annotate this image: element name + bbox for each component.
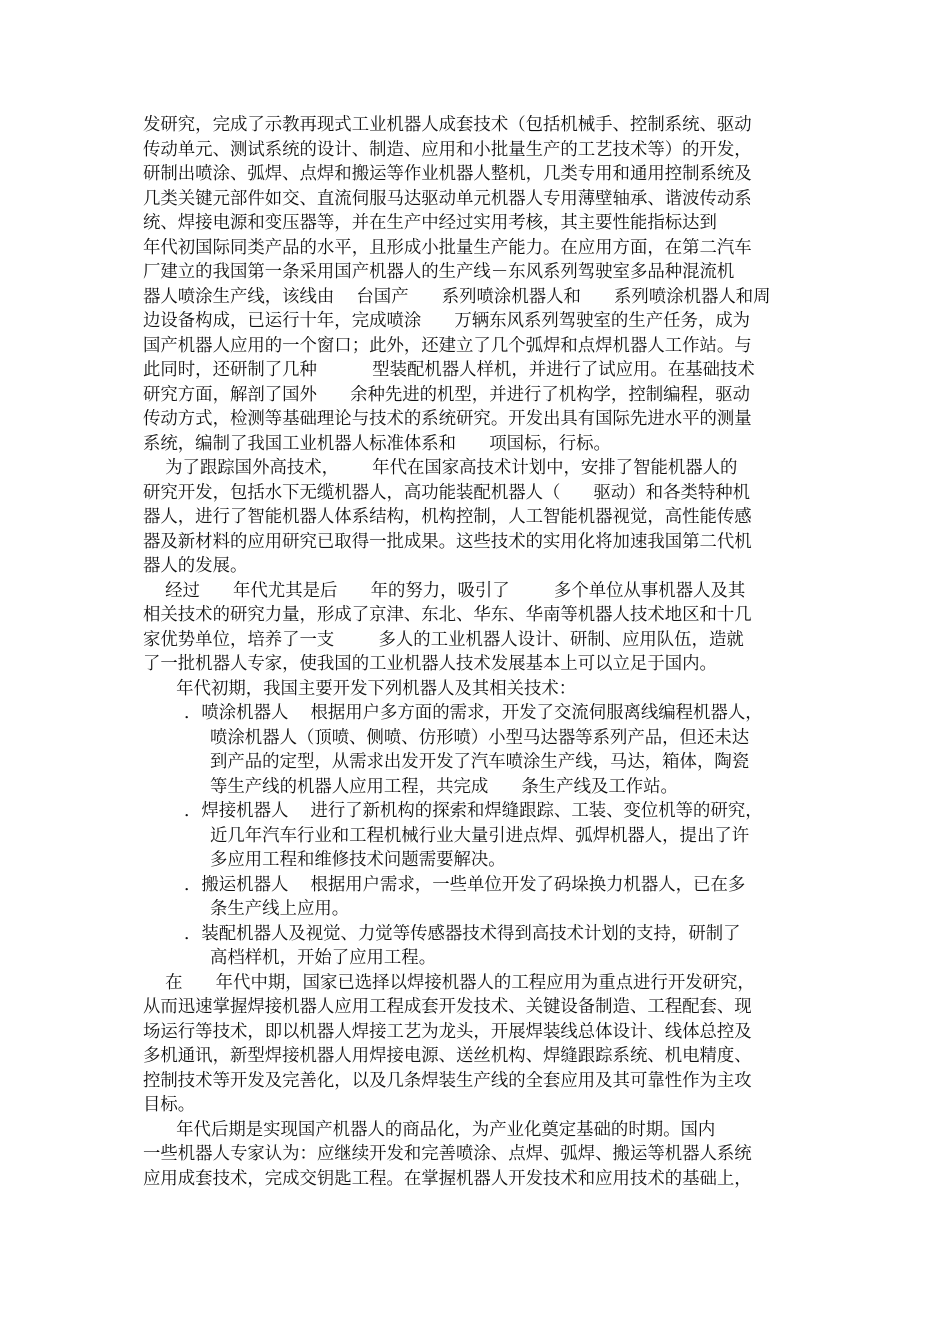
text-line: 多机通讯，新型焊接机器人用焊接电源、送丝机构、焊缝跟踪系统、机电精度、	[143, 1046, 752, 1066]
text-line: 从而迅速掌握焊接机器人应用工程成套开发技术、关键设备制造、工程配套、现	[143, 997, 752, 1017]
list-item: ．装配机器人及视觉、力觉等传感器技术得到高技术计划的支持，研制了	[184, 923, 741, 944]
text-line: 控制技术等开发及完善化，以及几条焊装生产线的全套应用及其可靠性作为主攻	[143, 1070, 752, 1091]
text-line: 年代后期是实现国产机器人的商品化，为产业化奠定基础的时期。国内	[143, 1119, 716, 1140]
text-line: 统、焊接电源和变压器等，并在生产中经过实用考核，其主要性能指标达到	[143, 213, 717, 233]
text-line: 了一批机器人专家，使我国的工业机器人技术发展基本上可以立足于国内。	[143, 654, 717, 674]
text-line: 此同时，还研制了几种 型装配机器人样机，并进行了试应用。在基础技术	[143, 360, 755, 380]
list-item-continuation: 喷涂机器人（顶喷、侧喷、仿形喷）小型马达器等系列产品，但还未达	[210, 727, 750, 748]
text-line: 器人喷涂生产线，该线由 台国产 系列喷涂机器人和 系列喷涂机器人和周	[143, 286, 771, 307]
list-item-continuation: 近几年汽车行业和工程机械行业大量引进点焊、弧焊机器人，提出了许	[210, 825, 750, 846]
text-line: 发研究，完成了示教再现式工业机器人成套技术（包括机械手、控制系统、驱动	[143, 115, 752, 135]
list-item: ．搬运机器人 根据用户需求，一些单位开发了码垛换力机器人，已在多	[184, 874, 746, 895]
text-line: 传动方式，检测等基础理论与技术的系统研究。开发出具有国际先进水平的测量	[143, 409, 752, 429]
list-item: ．焊接机器人 进行了新机构的探索和焊缝跟踪、工装、变位机等的研究，	[184, 801, 763, 821]
text-line: 相关技术的研究力量，形成了京津、东北、华东、华南等机器人技术地区和十几	[143, 605, 752, 625]
text-line: 国产机器人应用的一个窗口；此外，还建立了几个弧焊和点焊机器人工作站。与	[143, 335, 752, 356]
text-line: 研制出喷涂、弧焊、点焊和搬运等作业机器人整机，几类专用和通用控制系统及	[143, 164, 752, 184]
text-line: 经过 年代尤其是后 年的努力，吸引了 多个单位从事机器人及其	[143, 580, 746, 601]
text-line: 器人的发展。	[143, 556, 248, 576]
text-line: 场运行等技术，即以机器人焊接工艺为龙头，开展焊装线总体设计、线体总控及	[143, 1021, 752, 1042]
text-line: 年代初期，我国主要开发下列机器人及其相关技术：	[143, 678, 577, 699]
text-line: 为了跟踪国外高技术， 年代在国家高技术计划中，安排了智能机器人的	[143, 458, 738, 478]
text-line: 厂建立的我国第一条采用国产机器人的生产线－东风系列驾驶室多品种混流机	[143, 262, 735, 282]
list-item-continuation: 等生产线的机器人应用工程，共完成 条生产线及工作站。	[210, 776, 678, 797]
text-line: 目标。	[143, 1095, 196, 1115]
text-line: 器及新材料的应用研究已取得一批成果。这些技术的实用化将加速我国第二代机	[143, 531, 752, 552]
text-line: 在 年代中期，国家已选择以焊接机器人的工程应用为重点进行开发研究，	[143, 972, 755, 993]
text-line: 家优势单位，培养了一支 多人的工业机器人设计、研制、应用队伍，造就	[143, 629, 744, 650]
list-item-continuation: 多应用工程和维修技术问题需要解决。	[210, 850, 506, 870]
text-line: 传动单元、测试系统的设计、制造、应用和小批量生产的工艺技术等）的开发，	[143, 139, 752, 160]
text-line: 研究方面，解剖了国外 余种先进的机型，并进行了机构学，控制编程，驱动	[143, 384, 751, 405]
text-line: 系统，编制了我国工业机器人标准体系和 项国标，行标。	[143, 433, 611, 454]
text-line: 一些机器人专家认为：应继续开发和完善喷涂、点焊、弧焊、搬运等机器人系统	[143, 1144, 752, 1164]
text-line: 器人，进行了智能机器人体系结构，机构控制，人工智能机器视觉，高性能传感	[143, 507, 752, 527]
text-line: 边设备构成，已运行十年，完成喷涂 万辆东风系列驾驶室的生产任务，成为	[143, 311, 751, 331]
list-item-continuation: 到产品的定型，从需求出发开发了汽车喷涂生产线，马达，箱体，陶瓷	[210, 752, 750, 772]
list-item-continuation: 高档样机，开始了应用工程。	[210, 948, 437, 968]
text-line: 年代初国际同类产品的水平，且形成小批量生产能力。在应用方面，在第二汽车	[143, 237, 752, 258]
list-item: ．喷涂机器人 根据用户多方面的需求，开发了交流伺服离线编程机器人，	[184, 703, 763, 723]
text-line: 应用成套技术，完成交钥匙工程。在掌握机器人开发技术和应用技术的基础上，	[143, 1168, 752, 1189]
document-body	[143, 113, 810, 1191]
text-line: 几类关键元部件如交、直流伺服马达驱动单元机器人专用薄壁轴承、谐波传动系	[143, 188, 752, 209]
list-item-continuation: 条生产线上应用。	[210, 899, 350, 919]
text-line: 研究开发，包括水下无缆机器人，高功能装配机器人（ 驱动）和各类特种机	[143, 482, 751, 503]
